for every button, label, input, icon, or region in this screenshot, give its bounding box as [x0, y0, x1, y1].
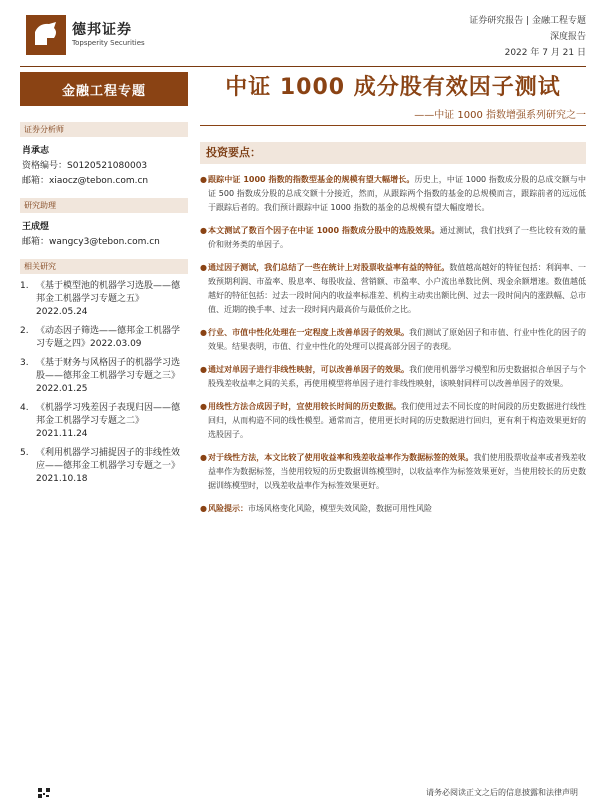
- related-research-item[interactable]: [20, 357, 188, 396]
- highlight-lead: 行业、市值中性化处理在一定程度上改善单因子的效果。: [208, 328, 410, 337]
- sidebar: [20, 72, 188, 492]
- bullet-icon: ●: [200, 226, 207, 235]
- related-item-number: 4.: [20, 403, 29, 413]
- highlight-lead: 通过对单因子进行非线性映射，可以改善单因子的效果。: [208, 365, 410, 374]
- report-category: 证券研究报告 | 金融工程专题: [469, 16, 586, 26]
- highlight-lead: 通过因子测试，我们总结了一些在统计上对股票收益率有益的特征。: [208, 263, 450, 272]
- related-item-text: 《利用机器学习捕捉因子的非线性效应——德邦金工机器学习专题之一》 2021.10.18: [36, 448, 181, 484]
- bullet-icon: ●: [200, 365, 207, 374]
- related-item-number: 3.: [20, 358, 29, 368]
- risk-warning-label: 风险提示：: [208, 504, 248, 513]
- related-item-number: 5.: [20, 448, 29, 458]
- highlight-body: 数值越高越好的特征包括：利润率、一致预期利润、市盈率、股息率、每股收益、营销额、市盈率、小户流出单数比例、现金余额增速。数值越低越好的特征包括：过去一段时间内的收益率标准差、机构主动卖出额比例、过去一段时间内的涨跌幅、总市值、近期的换手率、过去一段时间内最高价与最低价之比。: [208, 263, 587, 314]
- highlight-item: [200, 224, 586, 252]
- bullet-icon: ●: [200, 328, 207, 337]
- related-research-item[interactable]: [20, 280, 188, 319]
- highlight-lead: 用线性方法合成因子时，宜使用较长时间的历史数据。: [208, 402, 402, 411]
- related-item-text: 《动态因子筛选——德邦金工机器学习专题之四》2022.03.09: [36, 326, 181, 349]
- highlight-body: 我们使用股票收益率或者残差收益率作为数据标签，当使用较短的历史数据训练模型时，以收益率作为标签效果更好，当使用较长的历史数据训练模型时，以残差收益率作为标签效果更好。: [208, 453, 587, 490]
- risk-warning-text: 市场风格变化风险，模型失效风险，数据可用性风险: [248, 504, 432, 513]
- highlight-lead: 本文测试了数百个因子在中证 1000 指数成分股中的选股效果。: [208, 226, 440, 235]
- analyst-heading: 证券分析师: [20, 122, 188, 137]
- highlight-body: 通过测试，我们找到了一些比较有效的量价和财务类的单因子。: [208, 226, 587, 249]
- highlight-body: 历史上，中证 1000 指数成分股的总成交额与中证 500 指数成分股的总成交额十分接近，然而，从跟踪两个指数的基金的总规模而言，跟踪前者的远远低于跟踪后者的。我们预计跟踪中证 1000 指数的基金的总规模有望大幅度增长。: [208, 175, 586, 212]
- related-item-number: 1.: [20, 281, 29, 291]
- logo-english-name: Topsperity Securities: [72, 39, 145, 47]
- analyst-license: 资格编号：S0120521080003: [22, 161, 148, 171]
- related-item-text: 《基于模型池的机器学习选股——德邦金工机器学习专题之五》 2022.05.24: [36, 281, 181, 317]
- related-research-item[interactable]: [20, 447, 188, 486]
- bullet-icon: ●: [200, 175, 207, 184]
- related-research-heading: 相关研究: [20, 259, 188, 274]
- topic-label: 金融工程专题: [20, 72, 188, 106]
- related-research-item[interactable]: [20, 402, 188, 441]
- highlight-item: [200, 261, 586, 317]
- report-subtitle: ——中证 1000 指数增强系列研究之一: [414, 110, 586, 121]
- risk-warning: [200, 502, 586, 516]
- highlight-body: 我们测试了原始因子和市值、行业中性化的因子的效果。结果表明，市值、行业中性化的处理可以提高部分因子的表现。: [208, 328, 587, 351]
- assistant-name: 王成煜: [22, 222, 50, 232]
- tebon-logo-icon: [26, 15, 66, 55]
- investment-highlights-heading: 投资要点：: [200, 142, 586, 164]
- qr-code-icon: [38, 788, 50, 798]
- highlight-item: [200, 400, 586, 442]
- report-title: 中证 1000 成分股有效因子测试: [225, 75, 561, 100]
- bullet-icon: ●: [200, 504, 207, 513]
- bullet-icon: ●: [200, 402, 207, 411]
- highlight-lead: 跟踪中证 1000 指数的指数型基金的规模有望大幅增长。: [208, 175, 415, 184]
- assistant-email[interactable]: 邮箱：wangcy3@tebon.com.cn: [22, 237, 160, 247]
- related-research-list: [20, 280, 188, 486]
- related-item-text: 《基于财务与风格因子的机器学习选股——德邦金工机器学习专题之三》 2022.01.25: [36, 358, 181, 394]
- company-logo: [26, 15, 145, 55]
- related-item-text: 《机器学习残差因子表现归因——德邦金工机器学习专题之二》 2021.11.24: [36, 403, 181, 439]
- logo-name: 德邦证券: [72, 22, 132, 38]
- analyst-email[interactable]: 邮箱：xiaocz@tebon.com.cn: [22, 176, 149, 186]
- highlight-lead: 对于线性方法，本文比较了使用收益率和残差收益率作为数据标签的效果。: [208, 453, 474, 462]
- main-content: [200, 72, 586, 516]
- header-divider: [20, 66, 586, 67]
- related-research-item[interactable]: [20, 325, 188, 351]
- highlight-item: [200, 363, 586, 391]
- report-meta: [469, 13, 586, 61]
- disclaimer-note: 请务必阅读正文之后的信息披露和法律声明: [426, 788, 578, 797]
- highlight-item: [200, 326, 586, 354]
- highlight-item: [200, 451, 586, 493]
- analyst-name: 肖承志: [22, 146, 50, 156]
- highlight-item: [200, 173, 586, 215]
- report-date: 2022 年 7 月 21 日: [504, 48, 586, 58]
- investment-highlights-list: [200, 173, 586, 516]
- bullet-icon: ●: [200, 453, 207, 462]
- assistant-heading: 研究助理: [20, 198, 188, 213]
- report-type: 深度报告: [549, 32, 586, 42]
- bullet-icon: ●: [200, 263, 207, 272]
- highlight-body: 我们使用过去不同长度的时间段的历史数据进行线性回归，从而构造不同的线性模型。通常而言，使用更长时间的历史数据进行回归，更有利于构造效果更好的选股因子。: [208, 402, 587, 439]
- title-divider: [200, 125, 586, 126]
- highlight-body: 我们使用机器学习模型和历史数据拟合单因子与个股残差收益率之间的关系，再使用模型将单因子进行非线性映射，该映射同样可以改善单因子的效果。: [208, 365, 587, 388]
- related-item-number: 2.: [20, 326, 29, 336]
